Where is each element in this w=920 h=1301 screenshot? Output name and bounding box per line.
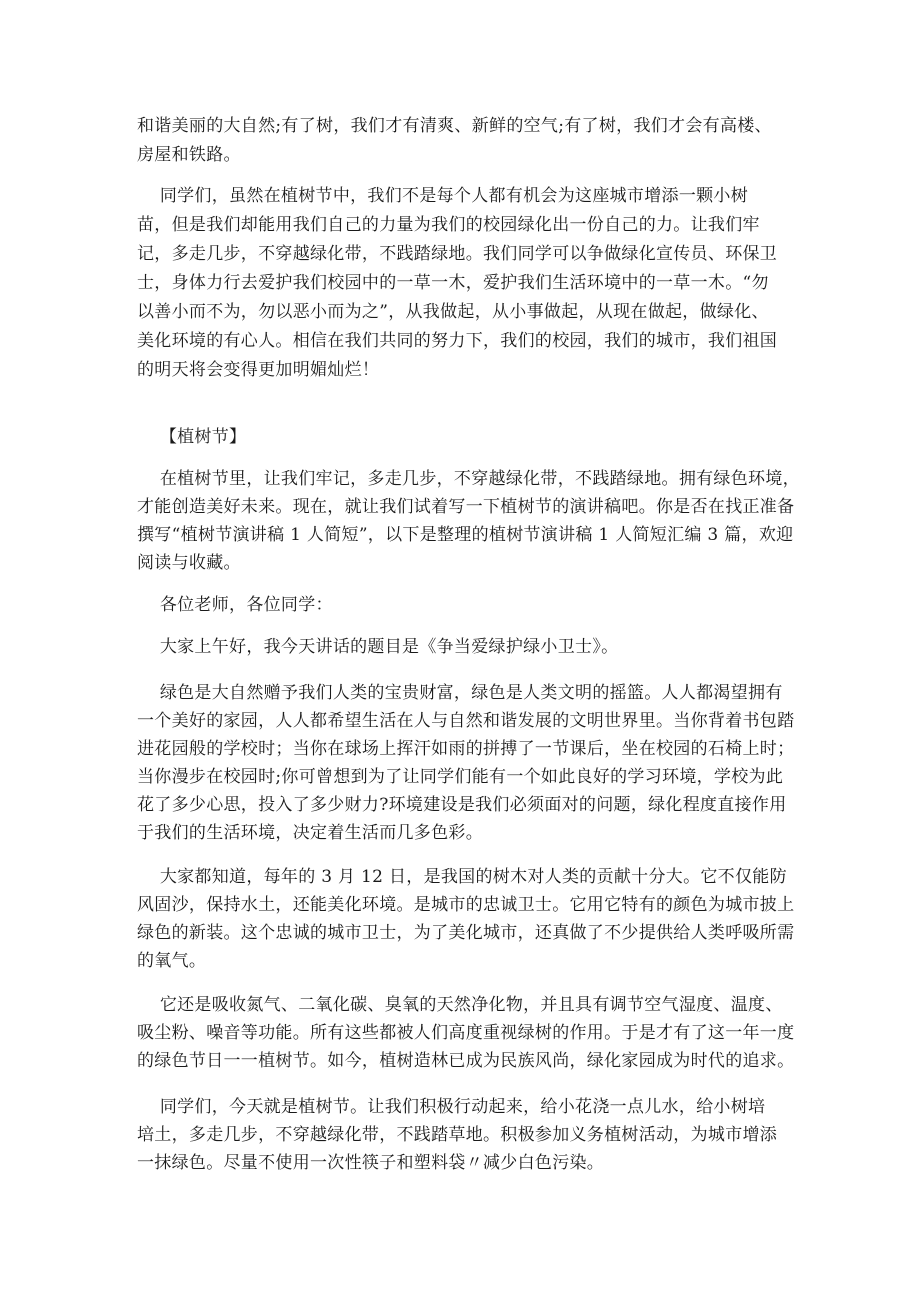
text-line: 撰写“植树节演讲稿 1 人简短”，以下是整理的植树节演讲稿 1 人简短汇编 3 篇，欢迎	[137, 525, 794, 545]
text-line: 于我们的生活环境，决定着生活而几多色彩。	[137, 823, 483, 843]
text-line: 绿色的新装。这个忠诚的城市卫士，为了美化城市，还真做了不少提供给人类呼吸所需	[137, 923, 795, 943]
text-line: 同学们，虽然在植树节中，我们不是每个人都有机会为这座城市增添一颗小树	[137, 186, 749, 206]
salutation: 各位老师，各位同学：	[137, 595, 333, 615]
text-line: 一个美好的家园，人人都希望生活在人与自然和谐发展的文明世界里。当你背着书包踏	[137, 711, 795, 731]
text-line: 培土，多走几步，不穿越绿化带，不践踏草地。积极参加义务植树活动，为城市增添	[137, 1125, 778, 1145]
text-line: 美化环境的有心人。相信在我们共同的努力下，我们的校园，我们的城市，我们祖国	[137, 331, 778, 351]
text-line: 一抹绿色。尽量不使用一次性筷子和塑料袋〃减少白色污染。	[137, 1153, 605, 1173]
text-line: 当你漫步在校园时;你可曾想到为了让同学们能有一个如此良好的学习环境，学校为此	[137, 767, 784, 787]
section-title: 【植树节】	[137, 427, 247, 447]
text-line: 绿色是大自然赠予我们人类的宝贵财富，绿色是人类文明的摇篮。人人都渴望拥有	[137, 683, 783, 703]
text-line: 同学们，今天就是植树节。让我们积极行动起来，给小花浇一点儿水，给小树培	[137, 1097, 766, 1117]
text-line: 大家都知道，每年的 3 月 12 日，是我国的树木对人类的贡献十分大。它不仅能防	[137, 867, 787, 887]
text-line: 的氧气。	[137, 951, 207, 971]
text-line: 的绿色节日一一植树节。如今，植树造林已成为民族风尚，绿化家园成为时代的追求。	[137, 1051, 795, 1071]
text-line: 在植树节里，让我们牢记，多走几步，不穿越绿化带，不践踏绿地。拥有绿色环境，	[137, 469, 800, 489]
text-line: 花了多少心思，投入了多少财力?环境建设是我们必须面对的问题，绿化程度直接作用	[137, 795, 787, 815]
text-line: 大家上午好，我今天讲话的题目是《争当爱绿护绿小卫士》。	[137, 637, 619, 657]
text-line: 它还是吸收氮气、二氧化碳、臭氧的天然净化物，并且具有调节空气湿度、温度、	[137, 995, 783, 1015]
text-line: 进花园般的学校时；当你在球场上挥汗如雨的拼搏了一节课后，坐在校园的石椅上时；	[137, 739, 795, 759]
text-line: 吸尘粉、噪音等功能。所有这些都被人们高度重视绿树的作用。于是才有了这一年一度	[137, 1023, 795, 1043]
text-line: 记，多走几步，不穿越绿化带，不践踏绿地。我们同学可以争做绿化宣传员、环保卫	[137, 244, 778, 264]
text-line: 以善小而不为，勿以恶小而为之”，从我做起，从小事做起，从现在做起，做绿化、	[137, 302, 769, 322]
text-line: 房屋和铁路。	[137, 145, 241, 165]
text-line: 风固沙，保持水土，还能美化环境。是城市的忠诚卫士。它用它特有的颜色为城市披上	[137, 895, 795, 915]
text-line: 和谐美丽的大自然;有了树，我们才有清爽、新鲜的空气;有了树，我们才会有高楼、	[137, 116, 772, 136]
text-line: 的明天将会变得更加明媚灿烂！	[137, 360, 380, 380]
text-line: 阅读与收藏。	[137, 553, 241, 573]
text-line: 才能创造美好未来。现在，就让我们试着写一下植树节的演讲稿吧。你是否在找正准备	[137, 497, 795, 517]
text-line: 苗，但是我们却能用我们自己的力量为我们的校园绿化出一份自己的力。让我们牢	[137, 215, 760, 235]
text-line: 士，身体力行去爱护我们校园中的一草一木，爱护我们生活环境中的一草一木。“勿	[137, 273, 769, 293]
